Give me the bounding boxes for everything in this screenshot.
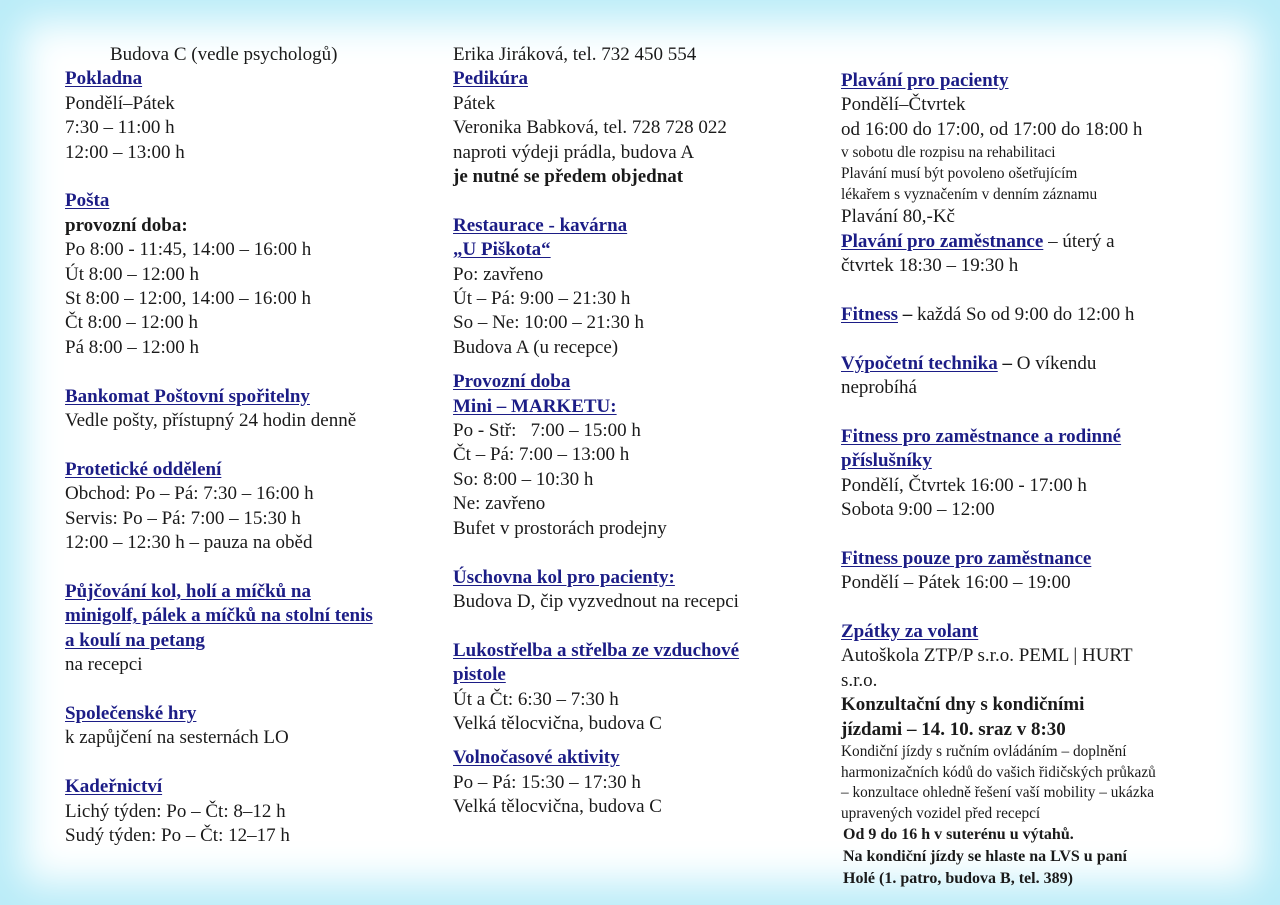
text-line: Pondělí, Čtvrtek 16:00 - 17:00 h xyxy=(841,474,1087,496)
text-line: Út 8:00 – 12:00 h xyxy=(65,263,200,285)
text-line: Pondělí–Čtvrtek xyxy=(841,94,966,116)
text-line: Budova A (u recepce) xyxy=(453,336,619,358)
text-line: Pondělí–Pátek xyxy=(65,92,175,114)
section-volnocas xyxy=(453,746,813,819)
text-line: Pá 8:00 – 12:00 h xyxy=(65,336,200,358)
text-line: na recepci xyxy=(65,654,143,676)
text-line: Bufet v prostorách prodejny xyxy=(453,517,667,539)
column-3 xyxy=(841,69,1201,890)
heading-market[interactable]: Provozní doba xyxy=(453,371,571,393)
heading-vypocetni[interactable]: Výpočetní technika xyxy=(841,352,998,374)
heading-hry[interactable]: Společenské hry xyxy=(65,702,197,724)
section-pedikura xyxy=(453,67,813,189)
section-plavani xyxy=(841,69,1201,230)
text-line: 12:00 – 13:00 h xyxy=(65,141,185,163)
text-line: Sobota 9:00 – 12:00 xyxy=(841,499,995,521)
heading-protetika[interactable]: Protetické oddělení xyxy=(65,458,222,480)
text-line-small: Kondiční jízdy s ručním ovládáním – doplnění xyxy=(841,743,1127,761)
text-line: Čt – Pá: 7:00 – 13:00 h xyxy=(453,444,630,466)
heading-uschovna[interactable]: Úschovna kol pro pacienty: xyxy=(453,566,675,588)
text-line-bold: Konzultační dny s kondičními xyxy=(841,694,1085,716)
text-line: Út – Pá: 9:00 – 21:30 h xyxy=(453,288,631,310)
section-pokladna xyxy=(65,67,435,165)
section-volant xyxy=(841,620,1201,890)
heading-fitness-rodina[interactable]: příslušníky xyxy=(841,450,932,472)
text-line: Budova D, čip vyzvednout na recepci xyxy=(453,590,739,612)
text-line: Vedle pošty, přístupný 24 hodin denně xyxy=(65,410,357,432)
text-line: Po: zavřeno xyxy=(453,263,544,285)
text-line: čtvrtek 18:30 – 19:30 h xyxy=(841,255,1019,277)
text-line: Velká tělocvična, budova C xyxy=(453,796,662,818)
heading-market[interactable]: Mini – MARKETU: xyxy=(453,395,617,417)
dash: – xyxy=(898,303,913,325)
text-line: Pondělí – Pátek 16:00 – 19:00 xyxy=(841,572,1071,594)
text-line: Po - Stř: 7:00 – 15:00 h xyxy=(453,420,641,442)
text-line: Lichý týden: Po – Čt: 8–12 h xyxy=(65,800,286,822)
heading-fitness[interactable]: Fitness xyxy=(841,303,898,325)
section-vypocetni xyxy=(841,352,1201,401)
text-line-small: v sobotu dle rozpisu na rehabilitaci xyxy=(841,144,1056,162)
text-line: Autoškola ZTP/P s.r.o. PEML | HURT xyxy=(841,645,1133,667)
heading-kadernictvi[interactable]: Kadeřnictví xyxy=(65,776,163,798)
section-plavani-zamestnanci xyxy=(841,230,1201,279)
text-line: Čt 8:00 – 12:00 h xyxy=(65,312,199,334)
section-fitness xyxy=(841,303,1201,327)
text-line: s.r.o. xyxy=(841,669,878,691)
text-line-small: lékařem s vyznačením v denním záznamu xyxy=(841,186,1098,204)
text-line: St 8:00 – 12:00, 14:00 – 16:00 h xyxy=(65,288,311,310)
heading-pedikura[interactable]: Pedikúra xyxy=(453,68,528,90)
plavani-price: Plavání 80,-Kč xyxy=(841,206,955,228)
text-inline: O víkendu xyxy=(1012,352,1097,374)
column-2 xyxy=(453,43,813,820)
heading-lukostrelba[interactable]: pistole xyxy=(453,664,506,686)
section-restaurace xyxy=(453,214,813,360)
heading-pujcovani[interactable]: Půjčování kol, holí a míčků na xyxy=(65,580,311,602)
text-line: Velká tělocvična, budova C xyxy=(453,712,662,734)
section-hry xyxy=(65,702,435,751)
text-line: 7:30 – 11:00 h xyxy=(65,117,175,139)
column-1 xyxy=(65,43,435,848)
pedikura-note: je nutné se předem objednat xyxy=(453,166,684,188)
heading-lukostrelba[interactable]: Lukostřelba a střelba ze vzduchové xyxy=(453,639,740,661)
section-fitness-zamestnanci xyxy=(841,547,1201,596)
heading-restaurace[interactable]: „U Piškota“ xyxy=(453,239,551,261)
section-uschovna xyxy=(453,566,813,615)
heading-fitness-zamestnanci[interactable]: Fitness pouze pro zaměstnance xyxy=(841,547,1092,569)
section-kadernictvi xyxy=(65,775,435,848)
text-line-bold: Od 9 do 16 h v suterénu u výtahů. xyxy=(843,826,1074,844)
text-line: So – Ne: 10:00 – 21:30 h xyxy=(453,312,645,334)
text-line: Sudý týden: Po – Čt: 12–17 h xyxy=(65,824,290,846)
heading-plavani-zamestnanci[interactable]: Plavání pro zaměstnance xyxy=(841,230,1044,252)
heading-bankomat[interactable]: Bankomat Poštovní spořitelny xyxy=(65,385,310,407)
heading-pokladna[interactable]: Pokladna xyxy=(65,68,143,90)
text-line-small: – konzultace ohledně řešení vaší mobility – ukázka xyxy=(841,784,1155,802)
text-line: Obchod: Po – Pá: 7:30 – 16:00 h xyxy=(65,483,314,505)
heading-volnocas[interactable]: Volnočasové aktivity xyxy=(453,747,620,769)
text-line: Veronika Babková, tel. 728 728 022 xyxy=(453,117,727,139)
text-line: Po 8:00 - 11:45, 14:00 – 16:00 h xyxy=(65,239,312,261)
section-fitness-rodina xyxy=(841,425,1201,523)
text-line: Pátek xyxy=(453,92,496,114)
heading-posta[interactable]: Pošta xyxy=(65,190,110,212)
text-line-bold: Holé (1. patro, budova B, tel. 389) xyxy=(843,870,1073,888)
section-pujcovani xyxy=(65,580,435,678)
heading-pujcovani[interactable]: a koulí na petang xyxy=(65,629,205,651)
text-inline: každá So od 9:00 do 12:00 h xyxy=(912,303,1135,325)
heading-restaurace[interactable]: Restaurace - kavárna xyxy=(453,214,628,236)
text-line: k zapůjčení na sesternách LO xyxy=(65,727,289,749)
section-lukostrelba xyxy=(453,639,813,737)
text-inline: – úterý a xyxy=(1043,230,1115,252)
dash: – xyxy=(997,352,1012,374)
posta-subtitle: provozní doba: xyxy=(65,214,188,236)
text-line: 12:00 – 12:30 h – pauza na oběd xyxy=(65,532,313,554)
intro-text: Budova C (vedle psychologů) xyxy=(110,44,338,65)
text-line: od 16:00 do 17:00, od 17:00 do 18:00 h xyxy=(841,118,1143,140)
text-line: neprobíhá xyxy=(841,377,917,399)
text-line: Servis: Po – Pá: 7:00 – 15:30 h xyxy=(65,507,301,529)
section-market xyxy=(453,370,813,541)
intro-text: Erika Jiráková, tel. 732 450 554 xyxy=(453,44,697,65)
text-line: Út a Čt: 6:30 – 7:30 h xyxy=(453,688,619,710)
text-line-bold: Na kondiční jízdy se hlaste na LVS u paní xyxy=(843,848,1127,866)
text-line: naproti výdeji prádla, budova A xyxy=(453,141,695,163)
section-protetika xyxy=(65,458,435,556)
section-bankomat xyxy=(65,385,435,434)
text-line-bold: jízdami – 14. 10. sraz v 8:30 xyxy=(841,718,1066,740)
text-line: Ne: zavřeno xyxy=(453,493,546,515)
text-line: Po – Pá: 15:30 – 17:30 h xyxy=(453,771,641,793)
heading-volant[interactable]: Zpátky za volant xyxy=(841,621,979,643)
text-line-small: Plavání musí být povoleno ošetřujícím xyxy=(841,165,1078,183)
text-line-small: upravených vozidel před recepcí xyxy=(841,804,1041,822)
section-posta xyxy=(65,189,435,360)
heading-pujcovani[interactable]: minigolf, pálek a míčků na stolní tenis xyxy=(65,605,373,627)
heading-fitness-rodina[interactable]: Fitness pro zaměstnance a rodinné xyxy=(841,425,1122,447)
heading-plavani[interactable]: Plavání pro pacienty xyxy=(841,70,1009,91)
text-line-small: harmonizačních kódů do vašich řidičských průkazů xyxy=(841,763,1156,781)
text-line: So: 8:00 – 10:30 h xyxy=(453,468,594,490)
